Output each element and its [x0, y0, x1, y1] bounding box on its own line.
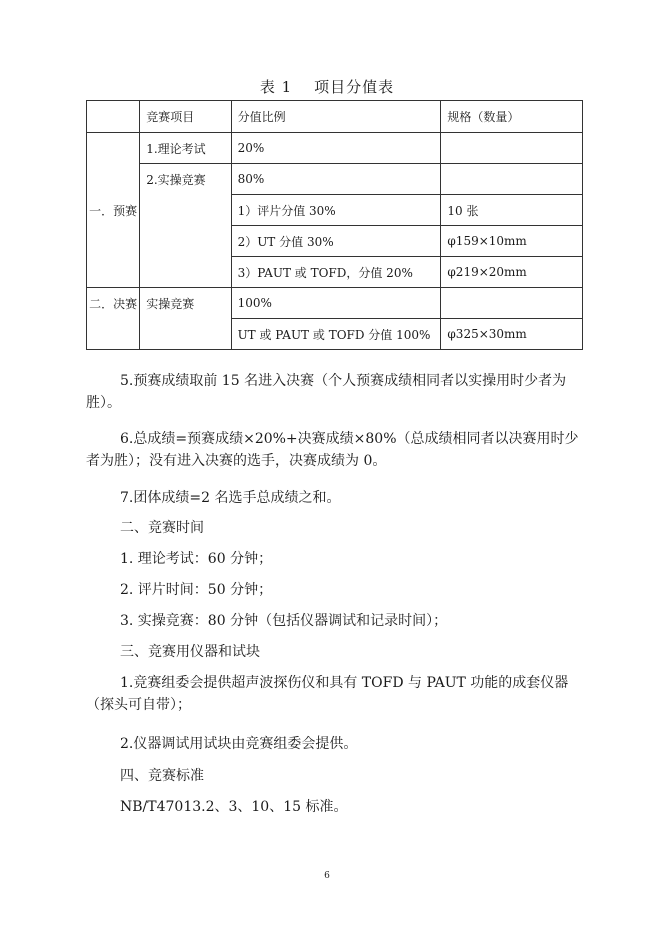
- time-item-2: 2. 评片时间：50 分钟；: [120, 582, 273, 598]
- page-number: 6: [324, 871, 330, 881]
- table-cell: [441, 288, 583, 319]
- paragraph-7: 7.团体成绩=2 名选手总成绩之和。: [120, 490, 341, 506]
- standard-text: NB/T47013.2、3、10、15 标准。: [120, 799, 348, 815]
- paragraph-6: 6.总成绩=预赛成绩×20%+决赛成绩×80%（总成绩相同者以决赛用时少者为胜）；没有进入决赛的选手，决赛成绩为 0。: [86, 431, 579, 469]
- score-table: [86, 100, 583, 350]
- table-row: [87, 164, 583, 195]
- header-cell: 分值比例: [231, 101, 441, 133]
- stage-cell-prelim: 一．预赛: [87, 133, 140, 288]
- header-cell: 规格（数量）: [441, 101, 583, 133]
- instrument-item-1: 1.竞赛组委会提供超声波探伤仪和具有 TOFD 与 PAUT 功能的成套仪器（探头可自带）；: [86, 675, 569, 713]
- table-cell: [441, 164, 583, 195]
- table-row: [87, 133, 583, 164]
- table-row: [87, 288, 583, 319]
- table-cell: 20%: [231, 133, 441, 164]
- table-cell: φ325×30mm: [441, 319, 583, 350]
- table-caption: [0, 76, 654, 97]
- section-heading-time: 二、竞赛时间: [120, 520, 204, 536]
- header-cell: [87, 101, 140, 133]
- instrument-item-2: 2.仪器调试用试块由竞赛组委会提供。: [120, 736, 358, 752]
- table-cell: 80%: [231, 164, 441, 195]
- table-cell: 100%: [231, 288, 441, 319]
- stage-cell-final: 二．决赛: [87, 288, 140, 350]
- table-cell: UT 或 PAUT 或 TOFD 分值 100%: [231, 319, 441, 350]
- table-cell: φ219×20mm: [441, 257, 583, 288]
- table-cell: 2）UT 分值 30%: [231, 226, 441, 257]
- time-item-3: 3. 实操竞赛：80 分钟（包括仪器调试和记录时间）；: [120, 613, 448, 629]
- section-heading-instruments: 三、竞赛用仪器和试块: [120, 644, 260, 660]
- table-cell: 实操竞赛: [140, 288, 231, 350]
- table-cell: 10 张: [441, 195, 583, 226]
- table-cell: 2.实操竞赛: [140, 164, 231, 288]
- table-cell: φ159×10mm: [441, 226, 583, 257]
- table-cell: 3）PAUT 或 TOFD，分值 20%: [231, 257, 441, 288]
- table-header-row: [87, 101, 583, 133]
- table-cell: 1）评片分值 30%: [231, 195, 441, 226]
- paragraph-5: 5.预赛成绩取前 15 名进入决赛（个人预赛成绩相同者以实操用时少者为胜）。: [86, 373, 567, 411]
- time-item-1: 1. 理论考试：60 分钟；: [120, 551, 273, 567]
- table-caption-title: 项目分值表: [314, 78, 395, 96]
- table-cell: 1.理论考试: [140, 133, 231, 164]
- table-cell: [441, 133, 583, 164]
- table-caption-number: 表 1: [259, 78, 293, 96]
- section-heading-standards: 四、竞赛标准: [120, 768, 204, 784]
- header-cell: 竞赛项目: [140, 101, 231, 133]
